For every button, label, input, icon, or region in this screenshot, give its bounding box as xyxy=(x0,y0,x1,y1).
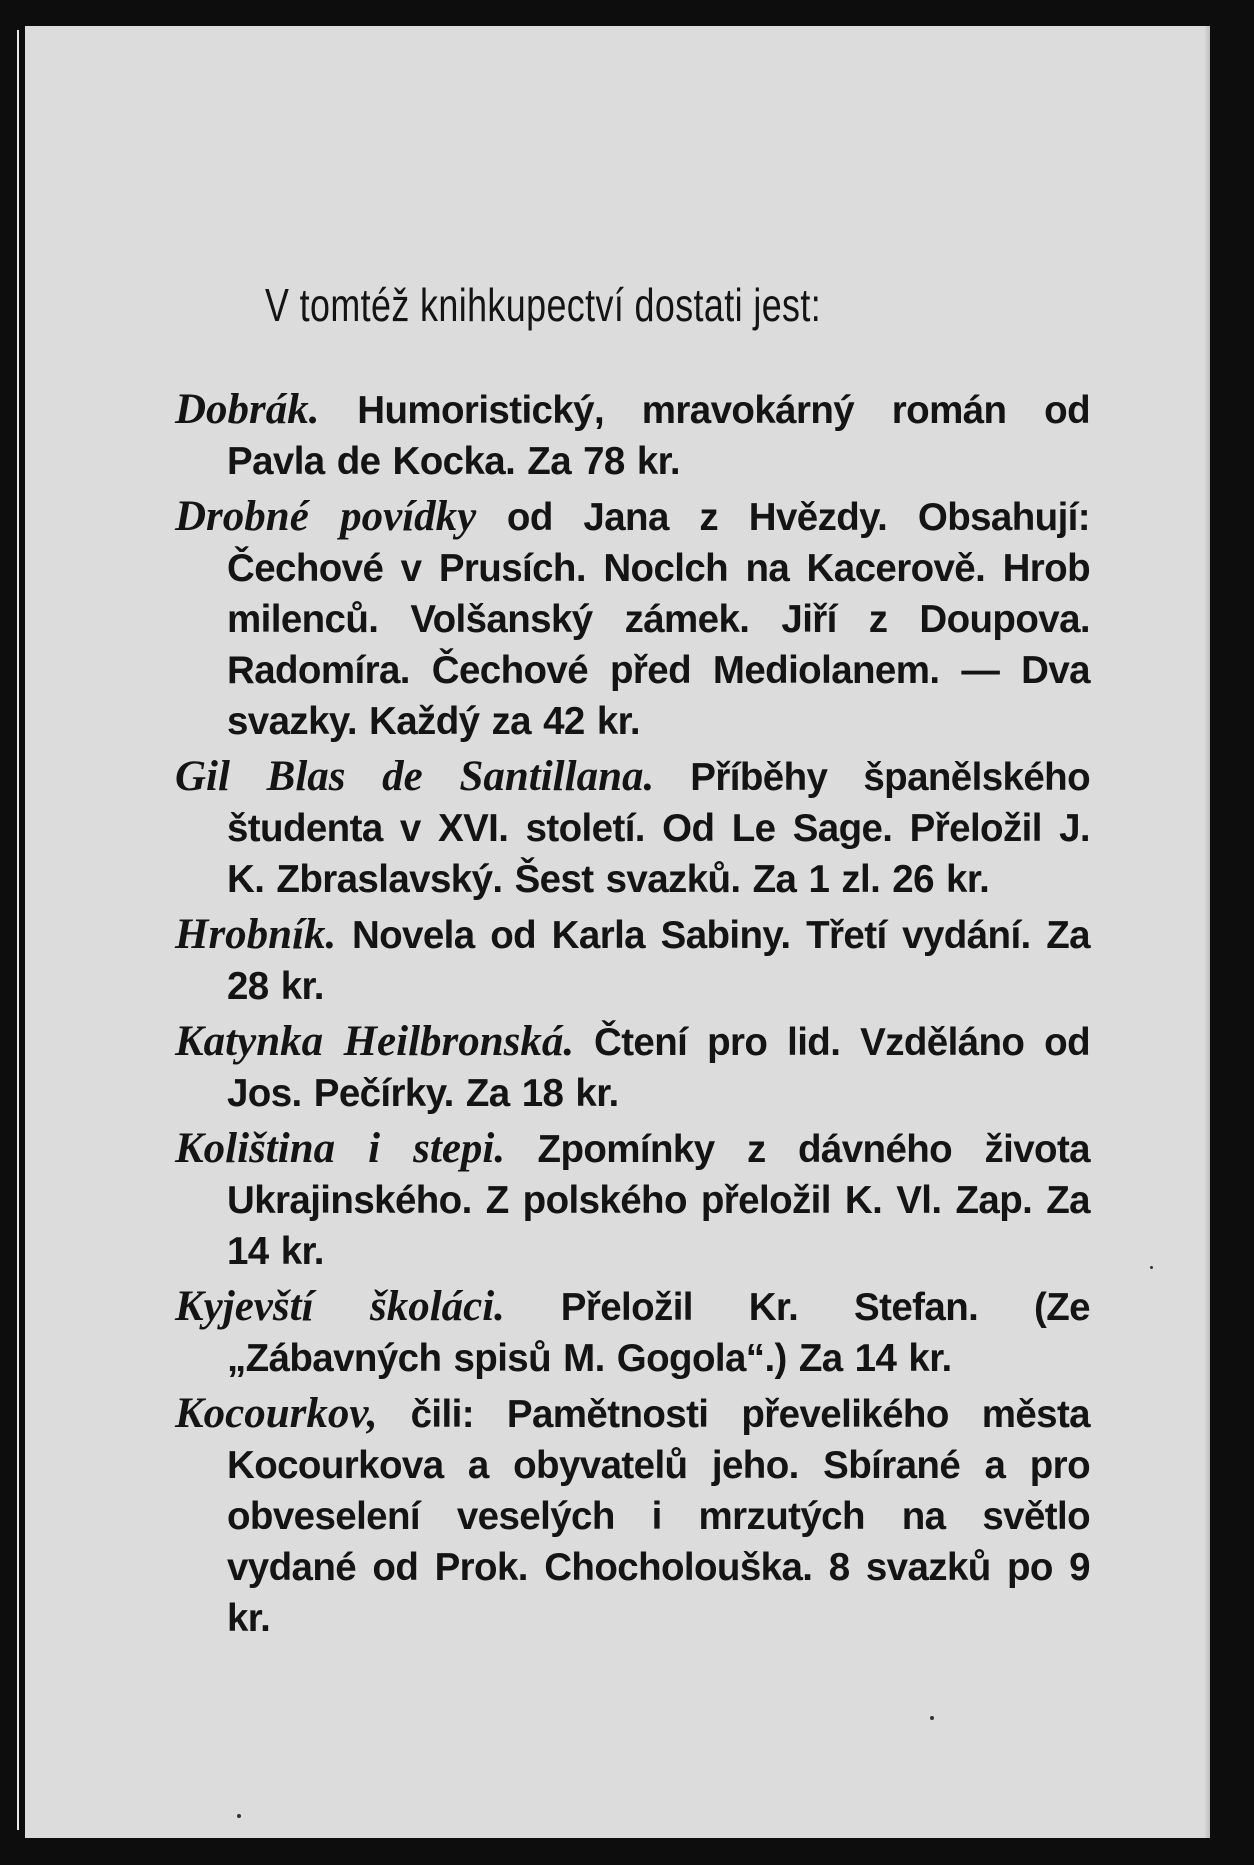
book-description: Humoristický, mravokárný román od Pavla de Kocka. Za 78 kr. xyxy=(227,389,1090,483)
book-description: od Jana z Hvězdy. Obsahují: Čechové v Prusích. Noclch na Kacerově. Hrob milenců. Volšanský zámek. Jiří z Doupova. Radomíra. Čechové před Mediolanem. — Dva svazky. Každý za 42 kr. xyxy=(227,496,1090,743)
book-title: Drobné povídky xyxy=(175,493,477,540)
print-speck xyxy=(1150,1266,1153,1269)
print-speck xyxy=(237,1814,241,1818)
catalog-entry xyxy=(175,909,1090,1012)
book-title: Gil Blas de Santillana. xyxy=(175,753,655,800)
catalog-entry xyxy=(175,1388,1090,1644)
page-heading: V tomtéž knihkupectví dostati jest: xyxy=(265,279,822,331)
document-page xyxy=(25,26,1210,1838)
book-description: Čtení pro lid. Vzděláno od Jos. Pečírky. Za 18 kr. xyxy=(227,1021,1090,1115)
book-description: Zpomínky z dávného života Ukrajinského. Z polského přeložil K. Vl. Zap. Za 14 kr. xyxy=(227,1128,1090,1273)
book-description: Novela od Karla Sabiny. Třetí vydání. Za 28 kr. xyxy=(227,914,1090,1008)
book-description: čili: Pamětnosti převelikého města Kocourkova a obyvatelů jeho. Sbírané a pro obveselení veselých i mrzutých na světlo vydané od Prok. Chocholouška. 8 svazků po 9 kr. xyxy=(227,1393,1090,1640)
catalog-entry xyxy=(175,751,1090,905)
left-page-edge xyxy=(17,30,19,1830)
catalog-entry xyxy=(175,384,1090,487)
book-description: Příběhy španělského študenta v XVI. století. Od Le Sage. Přeložil J. K. Zbraslavský. Šest svazků. Za 1 zl. 26 kr. xyxy=(227,756,1090,901)
catalog-entry xyxy=(175,1281,1090,1384)
book-catalog xyxy=(175,384,1090,1648)
print-speck xyxy=(930,1716,934,1720)
catalog-entry xyxy=(175,1016,1090,1119)
book-title: Hrobník. xyxy=(175,911,337,958)
book-title: Kyjevští školáci. xyxy=(175,1283,505,1330)
book-title: Katynka Heilbronská. xyxy=(175,1018,575,1065)
book-description: Přeložil Kr. Stefan. (Ze „Zábavných spisů M. Gogola“.) Za 14 kr. xyxy=(227,1286,1090,1380)
book-title: Kocourkov, xyxy=(175,1390,378,1437)
catalog-entry xyxy=(175,1123,1090,1277)
catalog-entry xyxy=(175,491,1090,747)
page-shadow xyxy=(1204,26,1210,1838)
book-title: Koliština i stepi. xyxy=(175,1125,506,1172)
book-title: Dobrák. xyxy=(175,386,320,433)
